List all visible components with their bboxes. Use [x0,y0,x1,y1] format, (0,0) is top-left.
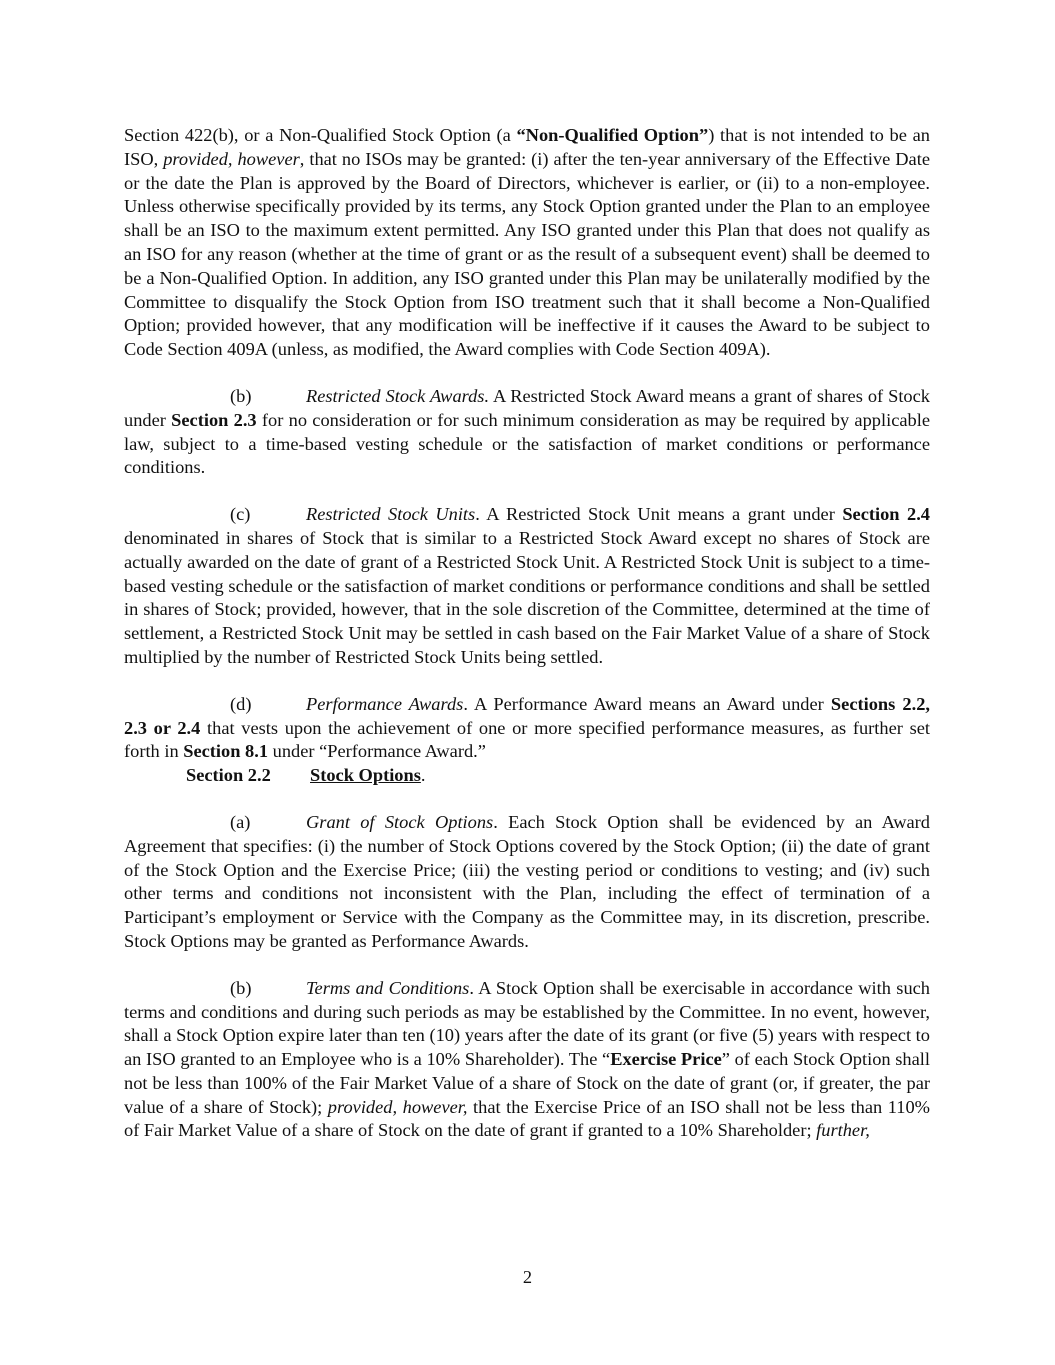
section-reference: Section 2.3 [171,409,257,430]
clause-label: (b) [230,385,252,406]
clause-label: (a) [230,811,251,832]
text: ) that is not intended to be an ISO, [124,125,930,169]
clause-title: Restricted Stock Units [306,504,476,525]
clause-label: (c) [230,504,251,525]
section-reference: Section 8.1 [183,741,269,762]
document-page [124,124,930,1143]
paragraph-performance-awards [124,693,930,764]
paragraph-terms-and-conditions [124,977,930,1144]
clause-title: Restricted Stock Awards. [306,385,490,406]
emphasis: provided, however, [327,1096,468,1117]
text: . A Stock Option shall be exercisable in accordance with such terms and conditions and during such periods as may be established by the Committee. In no event, however, shall a Stock Option expire later than ten (10) years after the date of its grant (or five (5) years with respect to an ISO granted to an Employee who is a 10% Shareholder). The “ [124,977,930,1070]
text: Section 422(b), or a Non-Qualified Stock Option (a [124,125,517,145]
text: denominated in shares of Stock that is similar to a Restricted Stock Award except no shares of Stock are actually awarded on the date of grant of a Restricted Stock Unit. A Restricted Stock Unit is subject to a time-based vesting schedule or the satisfaction of market conditions or performance conditions and shall be settled in shares of Stock; provided, however, that in the sole discretion of the Committee, determined at the time of settlement, a Restricted Stock Unit may be settled in cash based on the Fair Market Value of a share of Stock multiplied by the number of Restricted Stock Units being settled. [124,527,930,667]
text: . A Restricted Stock Unit means a grant under [475,504,843,525]
text: under “Performance Award.” [268,741,486,762]
text: . Each Stock Option shall be evidenced by an Award Agreement that specifies: (i) the number of Stock Options covered by the Stock Option; (ii) the date of grant of the Stock Option and the Exercise Price; (iii) the vesting period or conditions to vesting; and (iv) such other terms and conditions not inconsistent with the Plan, including the effect of termination of a Participant’s employment or Service with the Company as the Committee may, in its discretion, prescribe. Stock Options may be granted as Performance Awards. [124,811,930,951]
section-reference: Section 2.4 [842,504,931,525]
text: A Restricted Stock Award means a grant of shares of Stock under [124,385,930,430]
paragraph-restricted-stock-awards [124,385,930,480]
text: that vests upon the achievement of one or more specified performance measures, as further set forth in [124,717,930,762]
clause-title: Grant of Stock Options [306,811,494,832]
section-heading [124,764,930,788]
section-number: Section 2.2 [186,765,271,786]
emphasis: further, [816,1120,870,1141]
clause-label: (b) [230,977,252,998]
defined-term: “Non-Qualified Option” [516,125,709,145]
text: for no consideration or for such minimum consideration as may be required by applicable law, subject to a time-based vesting schedule or the satisfaction of market conditions or performance conditions. [124,409,931,478]
section-reference: Sections 2.2, 2.3 or 2.4 [124,693,930,738]
section-title: Stock Options [310,765,421,786]
text: . [420,765,426,786]
text: . A Performance Award means an Award under [463,693,831,714]
emphasis: provided, however [163,148,300,169]
text: ” of each Stock Option shall not be less than 100% of the Fair Market Value of a share of Stock on the date of grant (or, if greater, the par value of a share of Stock); [124,1049,931,1117]
paragraph-continuation [124,124,930,362]
text: that the Exercise Price of an ISO shall not be less than 110% of Fair Market Value of a share of Stock on the date of grant if granted to a 10% Shareholder; [124,1096,930,1141]
paragraph-grant-of-stock-options [124,811,930,954]
clause-title: Terms and Conditions [306,977,470,998]
paragraph-restricted-stock-units [124,503,930,670]
clause-title: Performance Awards [306,693,464,714]
page-number: 2 [522,1267,533,1287]
clause-label: (d) [230,693,252,714]
defined-term: Exercise Price [610,1049,722,1070]
text: , that no ISOs may be granted: (i) after the ten-year anniversary of the Effective Date or the date the Plan is approved by the Board of Directors, whichever is earlier, or (ii) to a non-employee. Unless otherwise specifically provided by its terms, any Stock Option granted under the Plan to an employee shall be an ISO to the maximum extent permitted. Any ISO granted under this Plan that does not qualify as an ISO for any reason (whether at the time of grant or as the result of a subsequent event) shall be deemed to be a Non-Qualified Option. In addition, any ISO granted under this Plan may be unilaterally modified by the Committee to disqualify the Stock Option from ISO treatment such that it shall become a Non-Qualified Option; provided however, that any modification will be ineffective if it causes the Award to be subject to Code Section 409A (unless, as modified, the Award complies with Code Section 409A). [124,148,930,360]
